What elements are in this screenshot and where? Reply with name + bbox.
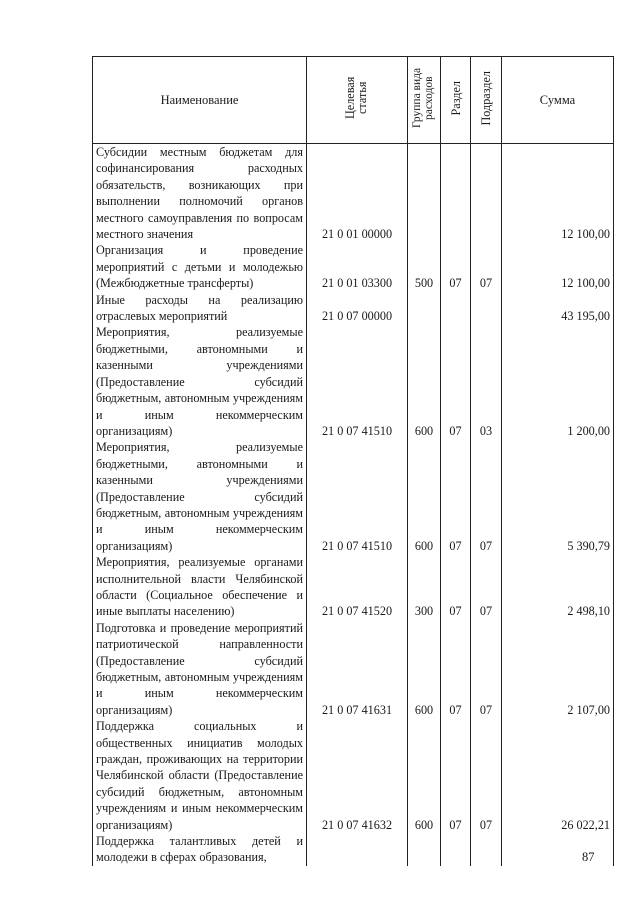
row-name: Подготовка и проведение мероприятий патриотической направленности (Предоставление субсидий бюджетным, автономным учреждениям и иным некоммерческим организациям)	[93, 620, 307, 718]
row-target-article: 21 0 07 00000	[307, 292, 408, 325]
row-amount	[502, 833, 614, 866]
header-target-article: Целевая статья	[307, 57, 408, 144]
header-section: Раздел	[441, 57, 471, 144]
row-expense-group	[408, 292, 441, 325]
row-section: 07	[441, 718, 471, 833]
row-target-article: 21 0 01 03300	[307, 242, 408, 291]
header-subsection: Подраздел	[471, 57, 502, 144]
row-section: 07	[441, 439, 471, 554]
row-section: 07	[441, 620, 471, 718]
row-name: Поддержка социальных и общественных инициатив молодых граждан, проживающих на территории Челябинской области (Предоставление субсидий бюджетным, автономным учреждениям и иным некоммерческим организациям)	[93, 718, 307, 833]
row-target-article: 21 0 07 41510	[307, 324, 408, 439]
row-target-article: 21 0 07 41632	[307, 718, 408, 833]
row-amount: 43 195,00	[502, 292, 614, 325]
table-row	[93, 242, 614, 291]
header-name: Наименование	[93, 57, 307, 144]
row-amount: 5 390,79	[502, 439, 614, 554]
table-row	[93, 718, 614, 833]
row-expense-group: 500	[408, 242, 441, 291]
row-name: Субсидии местным бюджетам для софинансирования расходных обязательств, возникающих при выполнении полномочий органов местного самоуправления по вопросам местного значения	[93, 144, 307, 243]
row-name: Иные расходы на реализацию отраслевых мероприятий	[93, 292, 307, 325]
row-subsection: 07	[471, 242, 502, 291]
table-row	[93, 554, 614, 620]
row-expense-group	[408, 833, 441, 866]
table-row	[93, 144, 614, 243]
row-name: Мероприятия, реализуемые бюджетными, автономными и казенными учреждениями (Предоставление субсидий бюджетным, автономным учреждениям и иным некоммерческим организациям)	[93, 324, 307, 439]
row-amount: 26 022,21	[502, 718, 614, 833]
row-section	[441, 292, 471, 325]
row-amount: 2 498,10	[502, 554, 614, 620]
row-subsection: 07	[471, 718, 502, 833]
row-target-article: 21 0 07 41520	[307, 554, 408, 620]
row-section	[441, 833, 471, 866]
table-row	[93, 324, 614, 439]
row-subsection: 07	[471, 620, 502, 718]
row-expense-group	[408, 144, 441, 243]
table-row	[93, 292, 614, 325]
row-expense-group: 600	[408, 324, 441, 439]
row-target-article: 21 0 01 00000	[307, 144, 408, 243]
row-name: Мероприятия, реализуемые бюджетными, автономными и казенными учреждениями (Предоставление субсидий бюджетным, автономным учреждениям и иным некоммерческим организациям)	[93, 439, 307, 554]
row-subsection	[471, 144, 502, 243]
row-amount: 12 100,00	[502, 242, 614, 291]
row-subsection	[471, 292, 502, 325]
row-target-article: 21 0 07 41631	[307, 620, 408, 718]
table-header-row	[93, 57, 614, 144]
row-subsection: 07	[471, 554, 502, 620]
row-section	[441, 144, 471, 243]
row-expense-group: 600	[408, 620, 441, 718]
row-subsection	[471, 833, 502, 866]
row-name: Организация и проведение мероприятий с детьми и молодежью (Межбюджетные трансферты)	[93, 242, 307, 291]
budget-table	[92, 56, 614, 866]
row-section: 07	[441, 554, 471, 620]
row-subsection: 03	[471, 324, 502, 439]
table-row	[93, 833, 614, 866]
row-target-article	[307, 833, 408, 866]
row-subsection: 07	[471, 439, 502, 554]
table-row	[93, 439, 614, 554]
row-name: Поддержка талантливых детей и молодежи в сферах образования,	[93, 833, 307, 866]
row-amount: 1 200,00	[502, 324, 614, 439]
row-amount: 2 107,00	[502, 620, 614, 718]
row-name: Мероприятия, реализуемые органами исполнительной власти Челябинской области (Социальное обеспечение и иные выплаты населению)	[93, 554, 307, 620]
header-sum: Сумма	[502, 57, 614, 144]
table-row	[93, 620, 614, 718]
row-target-article: 21 0 07 41510	[307, 439, 408, 554]
row-amount: 12 100,00	[502, 144, 614, 243]
page-number: 87	[582, 850, 595, 864]
row-section: 07	[441, 242, 471, 291]
header-expense-group: Группа вида расходов	[408, 57, 441, 144]
row-expense-group: 300	[408, 554, 441, 620]
row-expense-group: 600	[408, 718, 441, 833]
row-section: 07	[441, 324, 471, 439]
row-expense-group: 600	[408, 439, 441, 554]
